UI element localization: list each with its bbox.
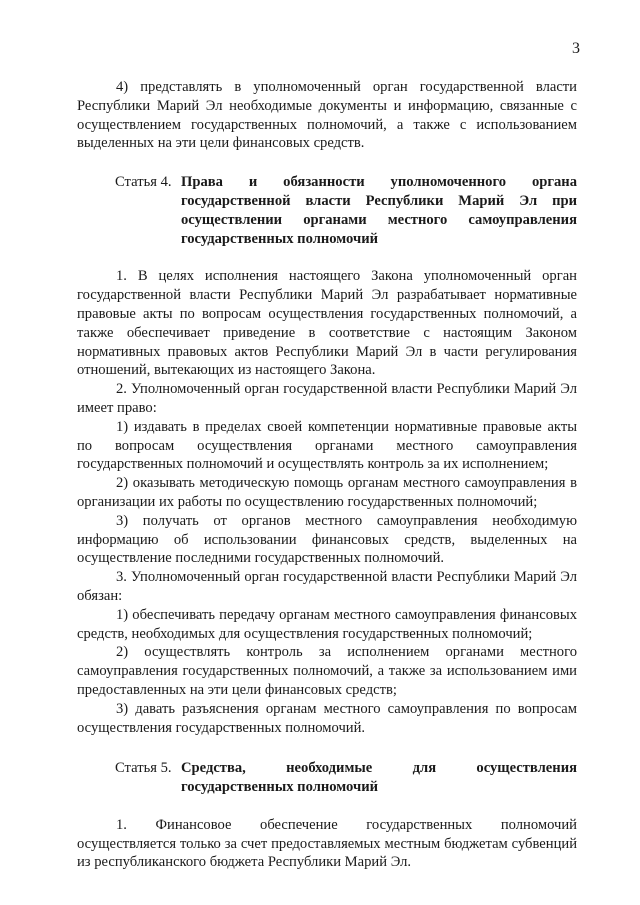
paragraph: 2. Уполномоченный орган государственной власти Республики Марий Эл имеет право: <box>77 381 577 416</box>
article-4-body <box>77 267 577 737</box>
paragraph: 3. Уполномоченный орган государственной власти Республики Марий Эл обязан: <box>77 569 577 604</box>
article-5-heading <box>77 759 577 797</box>
article-label: Статья 5. <box>115 760 172 777</box>
page-number: 3 <box>572 40 580 57</box>
article-4-heading <box>77 173 577 248</box>
paragraph: 2) оказывать методическую помощь органам местного самоуправления в организации их работы по осуществлению государственных полномочий; <box>77 475 577 510</box>
article-title: Права и обязанности уполномоченного органа государственной власти Республики Марий Эл при осуществлении органами местного самоуправления государственных полномочий <box>181 174 577 247</box>
paragraph: 2) осуществлять контроль за исполнением органами местного самоуправления государственных полномочий, а также за использованием ими предоставленных на эти цели финансовых средств; <box>77 644 577 698</box>
paragraph: 1) обеспечивать передачу органам местного самоуправления финансовых средств, необходимых для осуществления государственных полномочий; <box>77 606 577 642</box>
paragraph: 1. Финансовое обеспечение государственных полномочий осуществляется только за счет предоставляемых местным бюджетам субвенций из республиканского бюджета Республики Марий Эл. <box>77 816 577 871</box>
document-body <box>77 78 577 872</box>
paragraph: 1) издавать в пределах своей компетенции нормативные правовые акты по вопросам осуществления органами местного самоуправления государственных полномочий и осуществлять контроль за их исполнением; <box>77 418 577 473</box>
article-5-body <box>77 816 577 872</box>
paragraph: 3) получать от органов местного самоуправления необходимую информацию об использовании финансовых средств, выделенных на осуществление последними государственных полномочий. <box>77 512 577 567</box>
paragraph: 1. В целях исполнения настоящего Закона уполномоченный орган государственной власти Республики Марий Эл разрабатывает нормативные правовые акты по вопросам осуществления государственных полномочий, а также обеспечивает приведение в соответствие с настоящим Законом нормативных правовых актов Республики Марий Эл в части регулирования отношений, вытекающих из настоящего Закона. <box>77 268 577 379</box>
paragraph: 3) давать разъяснения органам местного самоуправления по вопросам осуществления государственных полномочий. <box>77 700 577 736</box>
paragraph: 4) представлять в уполномоченный орган государственной власти Республики Марий Эл необходимые документы и информацию, связанные с осуществлением государственных полномочий, а также с использованием выделенных на эти цели финансовых средств. <box>77 79 577 152</box>
article-label: Статья 4. <box>115 174 172 191</box>
article-title: Средства, необходимые для осуществления государственных полномочий <box>181 760 577 796</box>
